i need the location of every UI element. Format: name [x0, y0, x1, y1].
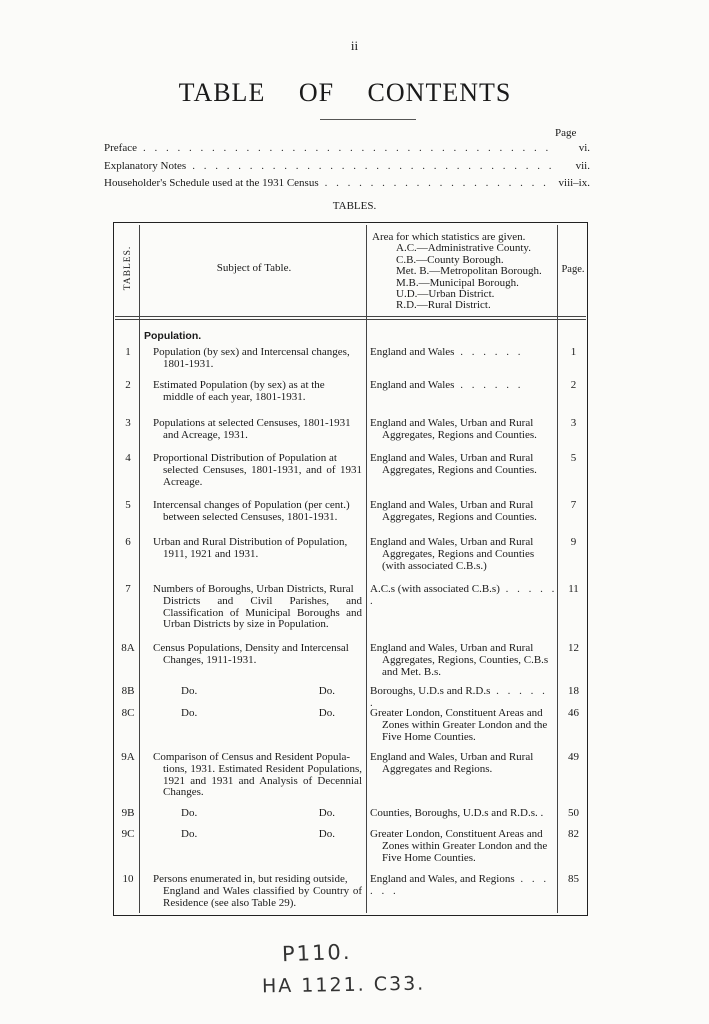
front-matter-entry	[104, 160, 590, 175]
subject-text: Intercensal changes of Population (per cent.)	[153, 499, 350, 511]
front-matter-page: vi.	[578, 142, 590, 154]
subject-text: Estimated Population (by sex) as at the	[153, 379, 325, 391]
header-rule	[115, 319, 586, 320]
subject-text-continued: Changes, 1911-1931.	[163, 653, 257, 666]
column-divider	[366, 225, 367, 913]
table-page: 85	[568, 873, 579, 885]
subject-text: Population (by sex) and Intercensal changes,	[153, 346, 350, 358]
subject-text: Comparison of Census and Resident Popula-	[153, 751, 351, 763]
ditto-mark: Do.	[318, 707, 335, 719]
table-page: 1	[570, 346, 577, 358]
table-subject	[153, 643, 362, 667]
subject-text-continued: England and Wales classified by Country of Residence (see also Table 29).	[163, 884, 362, 909]
table-subject	[153, 874, 362, 909]
subject-column-header: Subject of Table.	[216, 262, 292, 274]
handwritten-annotation: HA 1121. C33.	[261, 972, 426, 998]
page-column-header: Page	[555, 127, 577, 139]
subject-text-continued: and Acreage, 1931.	[163, 428, 248, 441]
table-area	[370, 808, 558, 820]
area-text-continued: Aggregates, Regions and Counties (with associated C.B.s.)	[382, 547, 535, 572]
page-title: TABLE OF CONTENTS	[178, 78, 512, 107]
area-text-continued: Aggregates, Regions and Counties.	[382, 510, 537, 523]
table-number: 5	[125, 499, 131, 511]
ditto-subject	[161, 708, 355, 720]
table-page: 12	[568, 642, 579, 654]
table-page: 3	[570, 417, 577, 429]
table-page: 7	[570, 499, 577, 511]
ditto-mark: Do.	[181, 707, 198, 719]
table-number: 8C	[121, 707, 135, 719]
table-page: 46	[568, 707, 579, 719]
front-matter-label: Explanatory Notes	[104, 160, 187, 172]
subject-text: Persons enumerated in, but residing outside,	[153, 873, 348, 885]
table-number: 7	[125, 583, 131, 595]
table-number: 4	[125, 452, 131, 464]
page-number: ii	[350, 38, 359, 53]
header-rule	[115, 316, 586, 317]
table-page: 2	[570, 379, 577, 391]
table-number: 1	[125, 346, 131, 358]
area-text: England and Wales, and Regions	[370, 873, 515, 885]
area-text-continued: Zones within Greater London and the Five Home Counties.	[382, 839, 548, 864]
tables-column-header: TABLES.	[123, 245, 133, 291]
table-number: 10	[122, 873, 134, 885]
area-text: England and Wales	[370, 346, 455, 358]
ditto-mark: Do.	[318, 685, 335, 697]
table-page: 5	[570, 452, 577, 464]
table-subject	[153, 500, 362, 524]
dot-leader: . . . . . .	[370, 583, 558, 607]
area-key: M.B.—Municipal Borough.	[396, 276, 519, 289]
ditto-mark: Do.	[181, 685, 198, 697]
table-subject	[153, 584, 362, 631]
subject-text-continued: middle of each year, 1801-1931.	[163, 390, 306, 403]
area-text: Greater London, Constituent Areas and	[370, 707, 543, 719]
ditto-subject	[161, 808, 355, 820]
subject-text: Populations at selected Censuses, 1801-1931	[153, 417, 351, 429]
area-text: Greater London, Constituent Areas and	[370, 828, 543, 840]
dot-leader: . . . . . .	[454, 379, 524, 391]
ditto-mark: Do.	[318, 828, 335, 840]
area-text: England and Wales, Urban and Rural	[370, 536, 534, 548]
table-area	[370, 537, 558, 572]
table-subject	[153, 418, 362, 442]
table-area	[370, 643, 558, 678]
area-key: R.D.—Rural District.	[396, 299, 491, 312]
front-matter-page: viii–ix.	[558, 177, 590, 189]
table-subject	[153, 453, 362, 488]
table-area	[370, 829, 558, 864]
table-page: 18	[568, 685, 579, 697]
area-text: England and Wales	[370, 379, 455, 391]
area-text: England and Wales, Urban and Rural	[370, 499, 534, 511]
subject-text-continued: 1911, 1921 and 1931.	[163, 547, 259, 560]
table-number: 3	[125, 417, 131, 429]
subject-text-continued: between selected Censuses, 1801-1931.	[163, 510, 338, 523]
table-number: 8A	[121, 642, 135, 654]
front-matter-label: Householder's Schedule used at the 1931 Census	[104, 177, 319, 189]
area-text: Boroughs, U.D.s and R.D.s	[370, 685, 491, 697]
table-number: 9C	[121, 828, 135, 840]
subject-text-continued: selected Censuses, 1801-1931, and of 1931 Acreage.	[163, 463, 362, 488]
table-area	[370, 874, 558, 898]
dot-leader: . . . . . .	[370, 685, 548, 709]
table-area	[370, 708, 558, 743]
table-area	[370, 418, 558, 442]
table-area	[370, 453, 558, 477]
subject-text: Census Populations, Density and Intercensal	[153, 642, 349, 654]
dot-leader: . . . . . .	[454, 346, 524, 358]
subject-text: Proportional Distribution of Population at	[153, 452, 337, 464]
table-page: 49	[568, 751, 579, 763]
ditto-mark: Do.	[181, 807, 198, 819]
area-text: England and Wales, Urban and Rural	[370, 452, 534, 464]
table-page: 11	[568, 583, 579, 595]
table-page: 50	[568, 807, 579, 819]
dot-leader	[186, 160, 552, 172]
table-area	[370, 584, 558, 608]
area-text: England and Wales, Urban and Rural	[370, 417, 534, 429]
subject-text: Numbers of Boroughs, Urban Districts, Rural	[153, 583, 354, 595]
subject-text: Urban and Rural Distribution of Population,	[153, 536, 348, 548]
front-matter-page: vii.	[575, 160, 590, 172]
table-number: 9B	[121, 807, 135, 819]
area-key: C.B.—County Borough.	[396, 253, 504, 266]
dot-leader	[137, 142, 552, 154]
tables-heading: TABLES.	[332, 200, 377, 212]
table-area	[370, 380, 558, 392]
area-text-continued: Zones within Greater London and the Five Home Counties.	[382, 718, 548, 743]
table-number: 6	[125, 536, 131, 548]
table-subject	[153, 347, 362, 371]
title-rule	[320, 119, 416, 120]
area-header-title: Area for which statistics are given.	[372, 231, 526, 243]
ditto-subject	[161, 686, 355, 698]
table-area	[370, 347, 558, 359]
subject-text-continued: 1801-1931.	[163, 357, 214, 370]
table-subject	[153, 537, 362, 561]
section-title: Population.	[144, 330, 202, 342]
area-column-header	[372, 232, 554, 312]
area-text: A.C.s (with associated C.B.s)	[370, 583, 500, 595]
area-text-continued: Aggregates, Regions and Counties.	[382, 428, 537, 441]
area-text-continued: Aggregates, Regions, Counties, C.B.s and Met. B.s.	[382, 653, 549, 678]
dot-leader: . . . . . .	[370, 873, 550, 897]
ditto-mark: Do.	[318, 807, 335, 819]
handwritten-annotation: P110.	[281, 939, 352, 967]
table-number: 2	[125, 379, 131, 391]
subject-text-continued: tions, 1931. Estimated Resident Populations, 1921 and 1931 and Analysis of Decennial Changes.	[163, 762, 362, 799]
page-column-header-table: Page.	[561, 264, 585, 275]
dot-leader	[319, 177, 552, 189]
ditto-mark: Do.	[181, 828, 198, 840]
front-matter-entry	[104, 142, 590, 157]
table-number: 9A	[121, 751, 135, 763]
area-key: A.C.—Administrative County.	[396, 242, 531, 255]
area-text: Counties, Boroughs, U.D.s and R.D.s. .	[370, 807, 544, 819]
front-matter-label: Preface	[104, 142, 137, 154]
table-subject	[153, 752, 362, 799]
table-number: 8B	[121, 685, 135, 697]
area-text: England and Wales, Urban and Rural	[370, 751, 534, 763]
table-subject	[153, 380, 362, 404]
ditto-subject	[161, 829, 355, 841]
area-text: England and Wales, Urban and Rural	[370, 642, 534, 654]
area-key: Met. B.—Metropolitan Borough.	[396, 265, 542, 278]
area-text-continued: Aggregates and Regions.	[382, 762, 493, 775]
table-page: 9	[570, 536, 577, 548]
subject-text-continued: Districts and Civil Parishes, and Classification of Municipal Boroughs and Urban Districts by size in Population.	[163, 594, 362, 631]
table-area	[370, 500, 558, 524]
front-matter-entry	[104, 177, 590, 192]
table-page: 82	[568, 828, 579, 840]
area-text-continued: Aggregates, Regions and Counties.	[382, 463, 537, 476]
table-area	[370, 752, 558, 776]
area-key: U.D.—Urban District.	[396, 288, 495, 301]
